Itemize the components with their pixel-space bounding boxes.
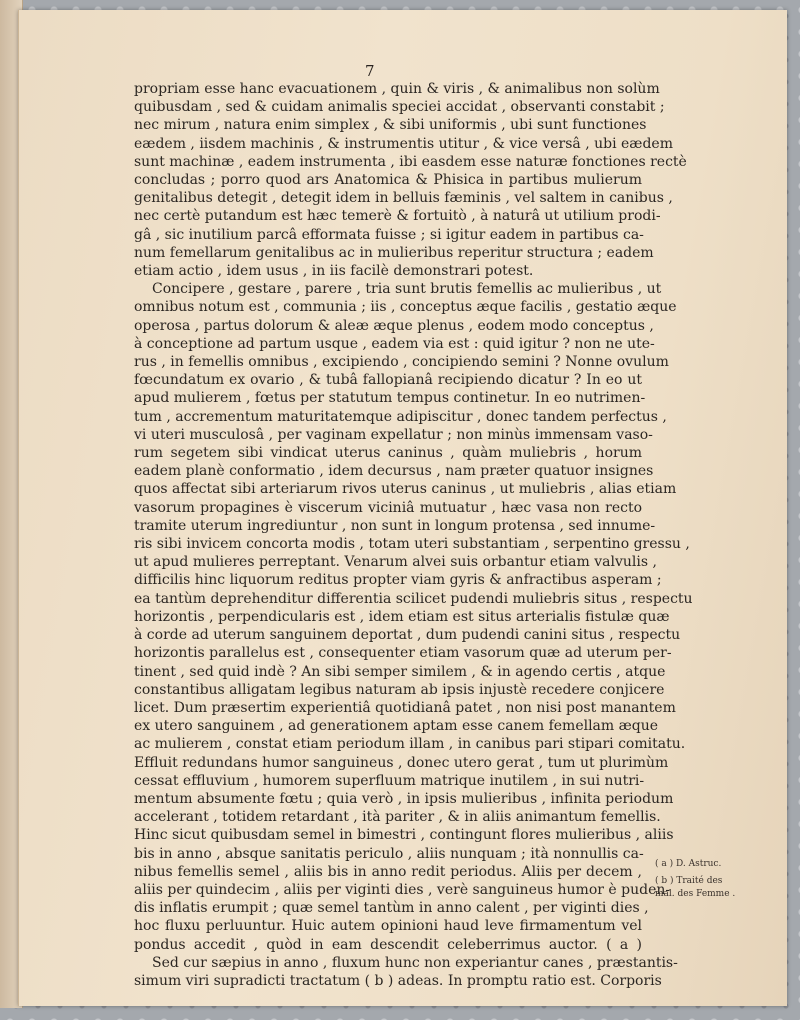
- text-line: apud mulierem , fœtus per statutum tempus continetur. In eo nutrimen-: [134, 390, 646, 407]
- text-line: rus , in femellis omnibus , excipiendo , concipiendo semini ? Nonne ovulum: [134, 354, 669, 371]
- footnote-b-continued: mal. des Femme .: [655, 889, 736, 899]
- text-line: Concipere , gestare , parere , tria sunt brutis femellis ac mulieribus , ut: [152, 281, 662, 298]
- text-line: simum viri supradicti tractatum ( b ) adeas. In promptu ratio est. Corporis: [134, 972, 662, 989]
- text-line: ex utero sanguinem , ad generationem aptam esse canem femellam æque: [134, 718, 659, 735]
- text-line: difficilis hinc liquorum reditus propter viam gyris & anfractibus asperam ;: [134, 572, 662, 589]
- footnote-a: ( a ) D. Astruc.: [655, 859, 722, 869]
- text-line: rum segetem sibi vindicat uterus caninus , quàm muliebris , horum: [134, 445, 642, 462]
- text-line: vasorum propagines è viscerum viciniâ mutuatur , hæc vasa non recto: [134, 499, 642, 516]
- text-line: concludas ; porro quod ars Anatomica & Phisica in partibus mulierum: [134, 172, 642, 189]
- text-line: sunt machinæ , eadem instrumenta , ibi easdem esse naturæ fonctiones rectè: [134, 153, 687, 170]
- text-line: constantibus alligatam legibus naturam ab ipsis injustè recedere conjicere: [134, 681, 665, 698]
- text-line: nec certè putandum est hæc temerè & fortuitò , à naturâ ut utilium prodi-: [134, 208, 661, 225]
- text-line: omnibus notum est , communia ; iis , conceptus æque facilis , gestatio æque: [134, 299, 677, 316]
- text-line: Effluit redundans humor sanguineus , donec utero gerat , tum ut plurimùm: [134, 754, 669, 771]
- text-line: fœcundatum ex ovario , & tubâ fallopianâ recipiendo dicatur ? In eo ut: [134, 372, 642, 389]
- text-line: ea tantùm deprehenditur differentia scilicet pudendi muliebris situs , respectu: [134, 590, 693, 607]
- text-line: nibus femellis semel , aliis bis in anno redit periodus. Aliis per decem ,: [134, 863, 642, 880]
- text-line: horizontis , perpendicularis est , idem etiam est situs arterialis fistulæ quæ: [134, 608, 670, 625]
- text-line: ac mulierem , constat etiam periodum illam , in canibus pari stipari comitatu.: [134, 736, 686, 753]
- text-line: nec mirum , natura enim simplex , & sibi uniformis , ubi sunt functiones: [134, 117, 647, 134]
- text-line: eædem , iisdem machinis , & instrumentis utitur , & vice versâ , ubi eædem: [134, 135, 673, 152]
- page-number: 7: [365, 62, 375, 80]
- text-line: cessat effluvium , humorem superfluum matrique inutilem , in sui nutri-: [134, 772, 645, 789]
- text-line: à corde ad uterum sanguinem deportat , dum pudendi canini situs , respectu: [134, 627, 681, 644]
- text-line: vi uteri musculosâ , per vaginam expellatur ; non minùs immensam vaso-: [134, 426, 653, 443]
- text-line: ut apud mulieres perreptant. Venarum alvei suis orbantur etiam valvulis ,: [134, 554, 657, 571]
- text-line: dis inflatis erumpit ; quæ semel tantùm in anno calent , per viginti dies ,: [134, 900, 649, 917]
- text-line: genitalibus detegit , detegit idem in belluis fæminis , vel saltem in canibus ,: [134, 190, 673, 207]
- text-line: aliis per quindecim , aliis per viginti dies , verè sanguineus humor è puden-: [134, 881, 671, 898]
- text-line: licet. Dum præsertim experientiâ quotidianâ patet , non nisi post manantem: [134, 699, 676, 716]
- text-line: tum , accrementum maturitatemque adipiscitur , donec tandem perfectus ,: [134, 408, 667, 425]
- text-line: hoc fluxu perluuntur. Huic autem opinioni haud leve firmamentum vel: [134, 918, 642, 935]
- text-line: Hinc sicut quibusdam semel in bimestri , contingunt flores mulieribus , aliis: [134, 827, 674, 844]
- text-line: etiam actio , idem usus , in iis facilè demonstrari potest.: [134, 263, 534, 280]
- text-line: horizontis parallelus est , consequenter etiam vasorum quæ ad uterum per-: [134, 645, 672, 662]
- marginal-notes: [655, 858, 775, 901]
- text-line: ris sibi invicem concorta modis , totam uteri substantiam , serpentino gressu ,: [134, 536, 690, 553]
- text-line: quos affectat sibi arteriarum rivos uterus caninus , ut muliebris , alias etiam: [134, 481, 677, 498]
- footnote-b: ( b ) Traité des: [655, 876, 723, 886]
- text-line: accelerant , totidem retardant , ità pariter , & in aliis animantum femellis.: [134, 809, 661, 826]
- text-line: propriam esse hanc evacuationem , quin & viris , & animalibus non solùm: [134, 81, 660, 97]
- text-line: bis in anno , absque sanitatis periculo , aliis nunquam ; ità nonnullis ca-: [134, 845, 644, 862]
- text-line: Sed cur sæpius in anno , fluxum hunc non experiantur canes , præstantis-: [152, 954, 678, 971]
- text-line: mentum absumente fœtu ; quia verò , in ipsis mulieribus , infinita periodum: [134, 790, 674, 807]
- text-line: operosa , partus dolorum & aleæ æque plenus , eodem modo conceptus ,: [134, 317, 654, 334]
- book-page: [18, 10, 787, 1006]
- text-line: à conceptione ad partum usque , eadem via est : quid igitur ? non ne ute-: [134, 335, 655, 352]
- text-line: pondus accedit , quòd in eam descendit celeberrimus auctor. ( a ): [134, 936, 642, 953]
- text-line: num femellarum genitalibus ac in mulieribus reperitur structura ; eadem: [134, 244, 654, 261]
- text-line: gâ , sic inutilium parcâ efformata fuisse ; si igitur eadem in partibus ca-: [134, 226, 644, 243]
- text-line: quibusdam , sed & cuidam animalis speciei accidat , observanti constabit ;: [134, 99, 665, 116]
- text-line: tramite uterum ingrediuntur , non sunt in longum protensa , sed innume-: [134, 517, 656, 534]
- text-line: tinent , sed quid indè ? An sibi semper similem , & in agendo certis , atque: [134, 663, 666, 680]
- text-line: eadem planè conformatio , idem decursus , nam præter quatuor insignes: [134, 463, 654, 480]
